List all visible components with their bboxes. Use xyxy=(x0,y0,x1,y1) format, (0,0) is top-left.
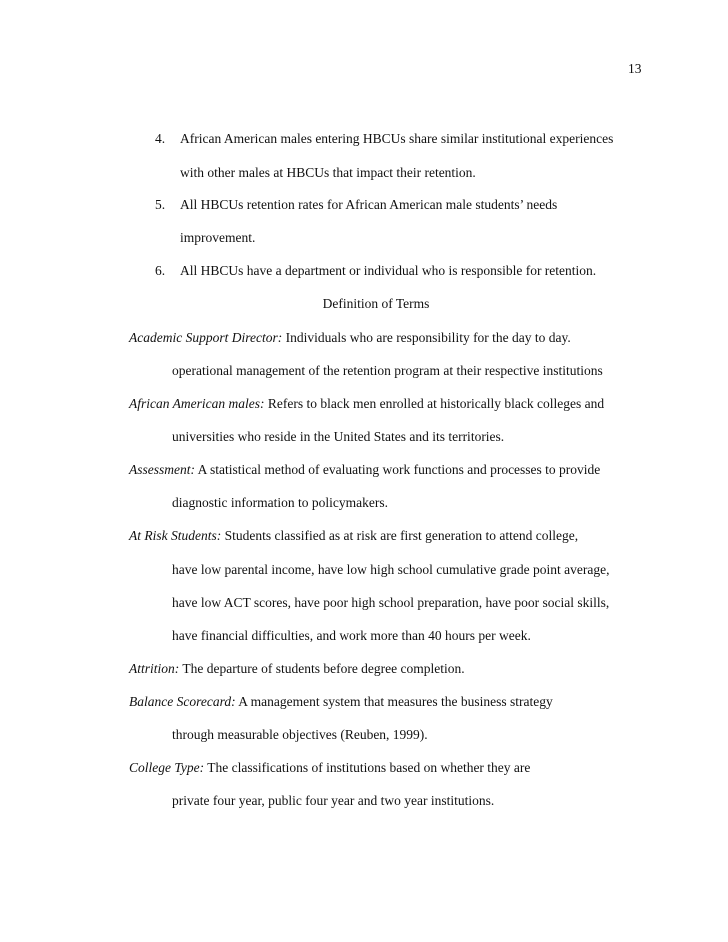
definition-text: The classifications of institutions based on whether they are xyxy=(204,760,531,775)
page-number: 13 xyxy=(628,61,642,76)
definition-entry xyxy=(129,462,600,478)
definition-continuation: through measurable objectives (Reuben, 1999). xyxy=(172,727,428,742)
definition-term: Attrition: xyxy=(129,661,180,676)
definition-text: A management system that measures the business strategy xyxy=(235,694,553,709)
section-heading: Definition of Terms xyxy=(322,296,430,311)
definition-term: College Type: xyxy=(129,760,205,775)
definition-text: Individuals who are responsibility for the day to day. xyxy=(282,330,571,345)
definition-entry xyxy=(129,661,465,677)
definition-entry xyxy=(129,694,553,710)
list-item-text: African American males entering HBCUs share similar institutional experiences xyxy=(180,131,614,146)
definition-continuation: have low ACT scores, have poor high school preparation, have poor social skills, xyxy=(172,595,610,610)
definition-continuation: operational management of the retention program at their respective institutions xyxy=(172,363,603,378)
definition-continuation: private four year, public four year and two year institutions. xyxy=(172,793,495,808)
definition-text: Refers to black men enrolled at historically black colleges and xyxy=(264,396,605,411)
definition-entry xyxy=(129,760,530,776)
list-item-number: 5. xyxy=(155,197,166,212)
list-item-text: All HBCUs retention rates for African American male students’ needs xyxy=(180,197,558,212)
definition-term: Academic Support Director: xyxy=(129,330,283,345)
list-item-text: All HBCUs have a department or individual who is responsible for retention. xyxy=(180,263,597,278)
definition-term: Assessment: xyxy=(129,462,195,477)
list-item-text: improvement. xyxy=(180,230,256,245)
definition-term: Balance Scorecard: xyxy=(129,694,236,709)
definition-text: Students classified as at risk are first generation to attend college, xyxy=(221,528,579,543)
definition-text: A statistical method of evaluating work functions and processes to provide xyxy=(195,462,601,477)
definition-text: The departure of students before degree completion. xyxy=(179,661,465,676)
definition-continuation: diagnostic information to policymakers. xyxy=(172,495,388,510)
definition-entry xyxy=(129,396,604,412)
definition-continuation: universities who reside in the United States and its territories. xyxy=(172,429,505,444)
definition-entry xyxy=(129,330,571,346)
definition-term: African American males: xyxy=(129,396,265,411)
definition-continuation: have low parental income, have low high school cumulative grade point average, xyxy=(172,562,610,577)
definition-term: At Risk Students: xyxy=(129,528,222,543)
definition-continuation: have financial difficulties, and work more than 40 hours per week. xyxy=(172,628,531,643)
definition-entry xyxy=(129,528,578,544)
list-item-number: 4. xyxy=(155,131,166,146)
list-item-text: with other males at HBCUs that impact their retention. xyxy=(180,165,476,180)
list-item-number: 6. xyxy=(155,263,166,278)
